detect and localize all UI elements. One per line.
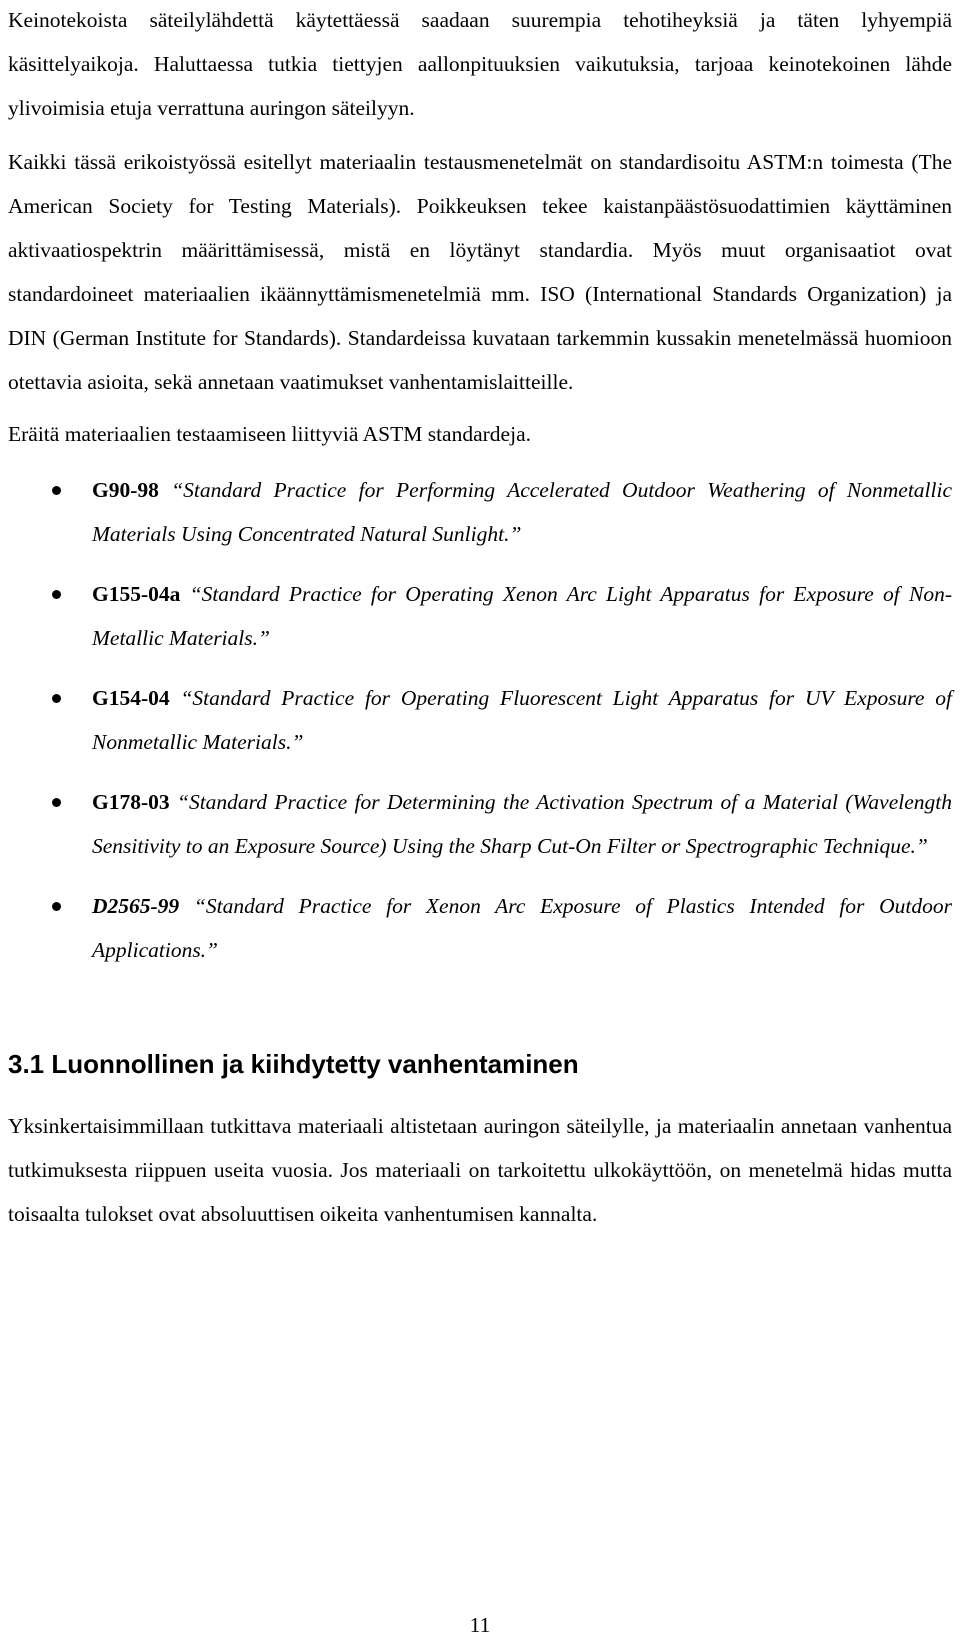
standard-title: “Standard Practice for Operating Fluorescent Light Apparatus for UV Exposure of Nonmetallic Materials.”	[92, 686, 952, 754]
standard-code: G178-03	[92, 790, 170, 814]
list-item	[8, 676, 952, 764]
standard-code: G90-98	[92, 478, 159, 502]
list-item	[8, 468, 952, 556]
list-item	[8, 572, 952, 660]
astm-list-intro: Eräitä materiaalien testaamiseen liittyviä ASTM standardeja.	[8, 422, 531, 446]
list-item	[8, 780, 952, 868]
standard-title: “Standard Practice for Operating Xenon Arc Light Apparatus for Exposure of Non-Metallic Materials.”	[92, 582, 953, 650]
section-heading: 3.1 Luonnollinen ja kiihdytetty vanhentaminen	[8, 1049, 579, 1079]
standard-code: G155-04a	[92, 582, 181, 606]
intro-paragraph: Keinotekoista säteilylähdettä käytettäessä saadaan suurempia tehotiheyksiä ja täten lyhyempiä käsittelyaikoja. Haluttaessa tutkia tiettyjen aallonpituuksien vaikutuksia, tarjoaa keinotekoinen lähde ylivoimisia etuja verrattuna auringon säteilyyn.	[8, 8, 952, 120]
standard-title: “Standard Practice for Xenon Arc Exposure of Plastics Intended for Outdoor Applications.”	[92, 894, 952, 962]
standards-paragraph: Kaikki tässä erikoistyössä esitellyt materiaalin testausmenetelmät on standardisoitu ASTM:n toimesta (The American Society for Testing Materials). Poikkeuksen tekee kaistanpäästösuodattimien käyttäminen aktivaatiospektrin määrittämisessä, mistä en löytänyt standardia. Myös muut organisaatiot ovat standardoineet materiaalien ikäännyttämismenetelmiä mm. ISO (International Standards Organization) ja DIN (German Institute for Standards). Standardeissa kuvataan tarkemmin kussakin menetelmässä huomioon otettavia asioita, sekä annetaan vaatimukset vanhentamislaitteille.	[8, 150, 952, 394]
standard-title: “Standard Practice for Determining the Activation Spectrum of a Material (Wavelength Sensitivity to an Exposure Source) Using the Sharp Cut-On Filter or Spectrographic Technique.”	[92, 790, 952, 858]
document-page	[8, 0, 952, 1236]
standard-title: “Standard Practice for Performing Accelerated Outdoor Weathering of Nonmetallic Materials Using Concentrated Natural Sunlight.”	[92, 478, 953, 546]
page-number: 11	[469, 1613, 491, 1637]
standard-code: D2565-99	[92, 894, 180, 918]
astm-standards-list	[8, 468, 952, 972]
list-item	[8, 884, 952, 972]
section-paragraph: Yksinkertaisimmillaan tutkittava materiaali altistetaan auringon säteilylle, ja materiaalin annetaan vanhentua tutkimuksesta riippuen useita vuosia. Jos materiaali on tarkoitettu ulkokäyttöön, on menetelmä hidas mutta toisaalta tulokset ovat absoluuttisen oikeita vanhentumisen kannalta.	[8, 1114, 952, 1226]
standard-code: G154-04	[92, 686, 170, 710]
